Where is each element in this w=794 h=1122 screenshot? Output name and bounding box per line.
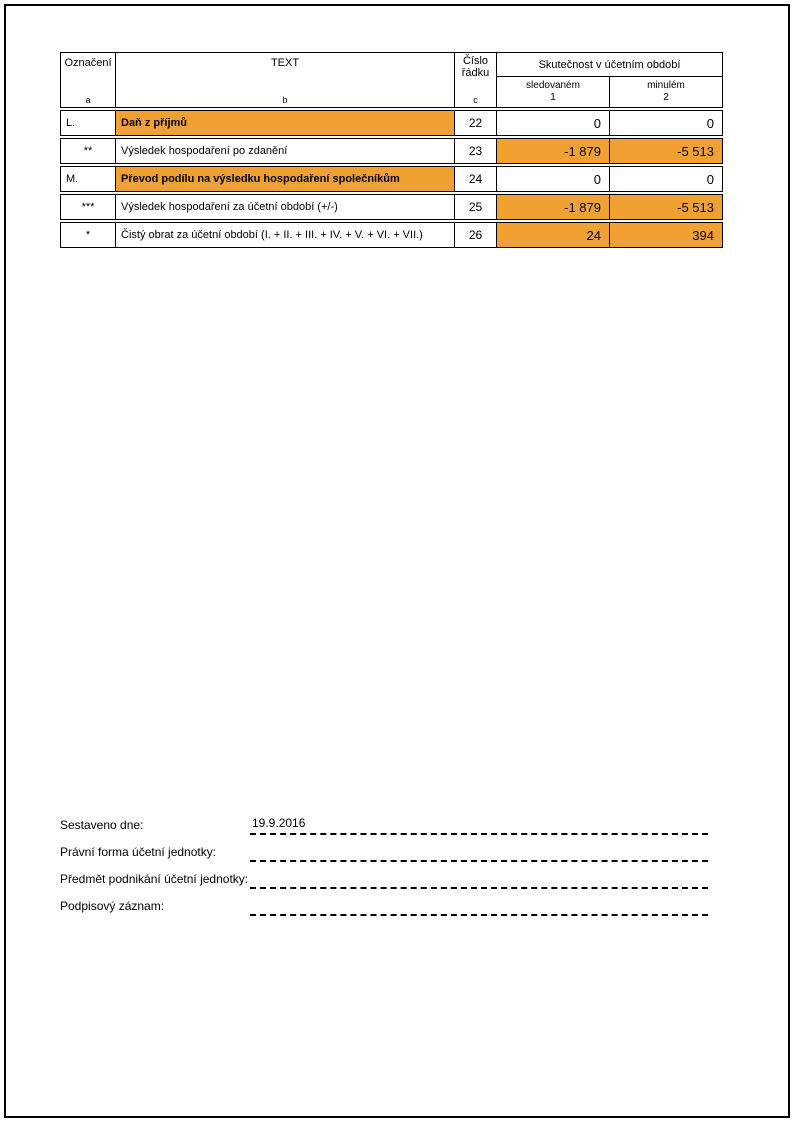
header-label-text: TEXT <box>270 57 300 69</box>
footer-section <box>60 808 708 916</box>
cell-value-current: 0 <box>497 111 610 135</box>
header-label-sledovane: sledovaném <box>526 80 580 91</box>
footer-field-label: Předmět podnikání účetní jednotky: <box>60 872 249 886</box>
footer-field-line <box>250 870 708 889</box>
footer-field-line <box>250 843 708 862</box>
footer-field <box>60 835 708 862</box>
header-label-oznaceni: Označení <box>64 57 112 69</box>
table-row <box>60 222 723 248</box>
footer-field-line <box>250 897 708 916</box>
cell-oznaceni: ** <box>61 139 116 163</box>
cell-value-current: -1 879 <box>497 195 610 219</box>
cell-value-previous: -5 513 <box>610 195 722 219</box>
header-sublabel-b: b <box>282 95 288 105</box>
header-num-1: 1 <box>550 92 556 103</box>
cell-cislo: 22 <box>455 111 497 135</box>
header-cell-cislo <box>455 53 497 107</box>
header-cell-oznaceni <box>61 53 116 107</box>
cell-text: Výsledek hospodaření po zdanění <box>116 139 455 163</box>
footer-field <box>60 808 708 835</box>
header-label-cislo-line2: řádku <box>461 67 490 79</box>
cell-oznaceni: *** <box>61 195 116 219</box>
footer-field-value: 19.9.2016 <box>252 816 306 830</box>
header-label-minule: minulém <box>647 80 685 91</box>
table-row <box>60 166 723 192</box>
footer-field <box>60 862 708 889</box>
header-label-cislo-line1: Číslo <box>462 55 489 67</box>
cell-text: Výsledek hospodaření za účetní období (+/-) <box>116 195 455 219</box>
cell-text: Převod podílu na výsledku hospodaření společníkům <box>116 167 455 191</box>
cell-value-previous: 0 <box>706 116 714 131</box>
cell-value-current: -1 879 <box>497 139 610 163</box>
cell-value-current: 24 <box>497 223 610 247</box>
cell-cislo: 26 <box>455 223 497 247</box>
table-header <box>60 52 723 108</box>
footer-field-line <box>250 816 708 835</box>
cell-value-current: 0 <box>497 167 610 191</box>
cell-oznaceni: M. <box>61 167 116 191</box>
cell-cislo: 25 <box>455 195 497 219</box>
footer-field-label: Právní forma účetní jednotky: <box>60 845 217 859</box>
cell-cislo: 24 <box>455 167 497 191</box>
header-num-2: 2 <box>663 92 669 103</box>
cell-value-previous: -5 513 <box>610 139 722 163</box>
header-label-skutecnost: Skutečnost v účetním období <box>497 53 722 77</box>
footer-field-label: Sestaveno dne: <box>60 818 144 832</box>
cell-oznaceni: L. <box>61 111 116 135</box>
header-label-cislo <box>462 55 490 79</box>
footer-field-label: Podpisový záznam: <box>60 899 165 913</box>
header-cell-text <box>116 53 455 107</box>
header-cell-minule <box>610 77 722 107</box>
header-cell-skutecnost <box>497 53 722 107</box>
cell-cislo: 23 <box>455 139 497 163</box>
cell-value-previous: 394 <box>610 223 722 247</box>
table-row <box>60 110 723 136</box>
cell-value-previous: 0 <box>706 172 714 187</box>
header-sublabel-c: c <box>473 95 478 105</box>
table-row <box>60 138 723 164</box>
cell-text: Čistý obrat za účetní období (I. + II. + III. + IV. + V. + VI. + VII.) <box>116 223 455 247</box>
footer-field <box>60 889 708 916</box>
table-row <box>60 194 723 220</box>
cell-oznaceni: * <box>61 223 116 247</box>
cell-text: Daň z příjmů <box>116 111 455 135</box>
header-period-cells <box>497 77 722 107</box>
header-sublabel-a: a <box>85 95 91 105</box>
header-cell-sledovane <box>497 77 610 107</box>
financial-table <box>60 52 723 248</box>
